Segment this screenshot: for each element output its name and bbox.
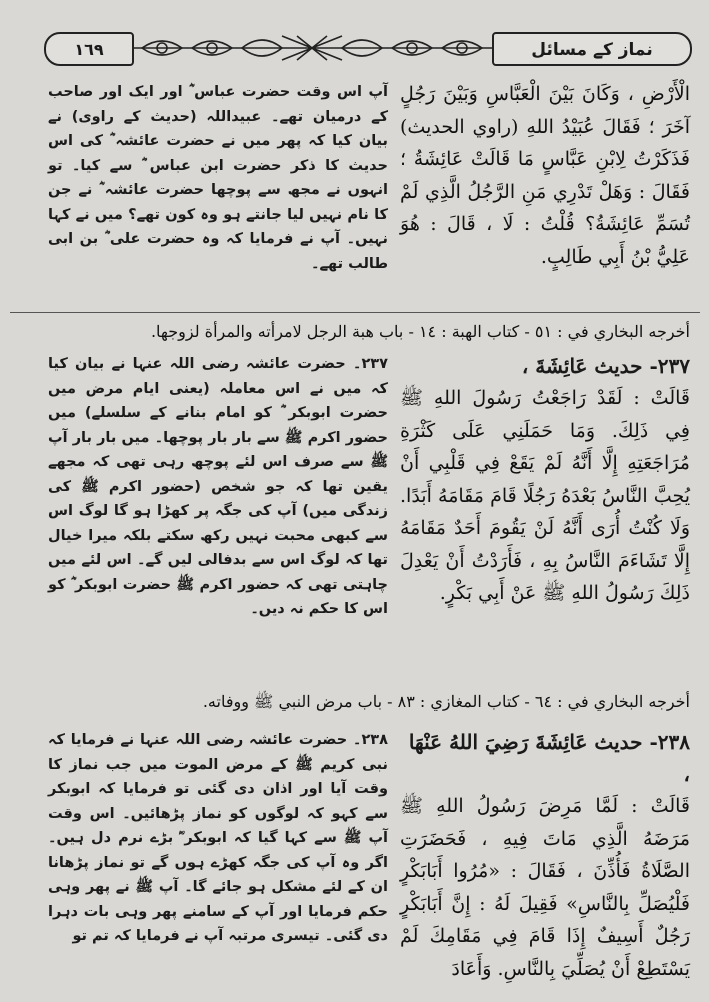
urdu-translation-238: ٢٣٨۔ حضرت عائشہ رضی اللہ عنہا نے فرمایا کہ نبی کریم ﷺ کے مرض الموت میں جب نماز کا وقت آیا اور اذان دی گئی تو فرمایا کہ ابوبکر سے کہو کہ لوگوں کو نماز پڑھائیں۔ اس وقت آپ ﷺ سے کہا گیا کہ ابوبکر ؓ بڑے نرم دل ہیں۔ اگر وہ آپ کی جگہ کھڑے ہوں گے تو نماز پڑھانا ان کے لئے مشکل ہو جائے گا۔ آپ ﷺ نے پھر وہی حکم فرمایا اور آپ کے سامنے پھر وہی بات دہرا دی گئی۔ تیسری مرتبہ آپ نے فرمایا کہ تم تو [48,732,388,944]
header-ornament-icon [132,30,492,66]
hadith-237-label: ٢٣٧- حديث عَائِشَةَ ، [521,354,690,378]
page-header [40,30,700,70]
reference-237: أخرجه البخاري في : ٦٤ - كتاب المغازي : ٨٣ - باب مرض النبي ﷺ ووفاته. [202,692,690,711]
arabic-text-237: قَالَتْ : لَقَدْ رَاجَعْتُ رَسُولَ اللهِ ﷺ فِي ذَلِكَ. وَمَا حَمَلَنِي عَلَى كَثْرَةِ مُرَاجَعَتِهِ إِلَّا أَنَّهُ لَمْ يَقَعْ فِي قَلْبِي أَنْ يُحِبَّ النَّاسُ بَعْدَهُ رَجُلًا قَامَ مَقَامَهُ أَبَدًا. وَلَا كُنْتُ أُرَى أَنَّهُ لَنْ يَقُومَ أَحَدٌ مَقَامَهُ إِلَّا تَشَاءَمَ النَّاسُ بِهِ ، فَأَرَدْتُ أَنْ يَعْدِلَ ذَلِكَ رَسُولُ اللهِ ﷺ عَنْ أَبِي بَكْرٍ. [400,387,690,604]
arabic-text-1: الْأَرْضِ ، وَكَانَ بَيْنَ الْعَبَّاسِ وَبَيْنَ رَجُلٍ آخَرَ ؛ فَقَالَ عُبَيْدُ اللهِ (راوي الحديث) فَذَكَرْتُ لِابْنِ عَبَّاسٍ مَا قَالَتْ عَائِشَةُ ؛ فَقَالَ : وَهَلْ تَدْرِي مَنِ الرَّجُلُ الَّذِي لَمْ تُسَمِّ عَائِشَةُ؟ قُلْتُ : لَا ، قَالَ : هُوَ عَلِيُّ بْنُ أَبِي طَالِبٍ. [400,83,690,268]
urdu-translation-237: ٢٣٧۔ حضرت عائشہ رضی اللہ عنہا نے بیان کیا کہ میں نے اس معاملہ (یعنی ایام مرض میں حضرت ابوبکر ؓ کو امام بنانے کے سلسلے) میں حضور اکرم ﷺ سے بار بار پوچھا۔ میں بار بار آپ ﷺ سے صرف اس لئے پوچھ رہی تھی کہ مجھے یقین تھا کہ جو شخص (حضور اکرم ﷺ کی زندگی میں) آپ کی جگہ پر کھڑا ہو گا لوگ اس سے کبھی محبت نہیں رکھ سکتے بلکہ میرا خیال تھا کہ لوگ اس سے بدفالی لیں گے۔ اس لئے میں چاہتی تھی کہ حضور اکرم ﷺ حضرت ابوبکر ؓ کو اس کا حکم نہ دیں۔ [48,356,388,617]
divider [10,312,700,313]
urdu-translation-1: آپ اس وقت حضرت عباس ؓ اور ایک اور صاحب کے درمیان تھے۔ عبیداللہ (حدیث کے راوی) نے بیان کیا کہ پھر میں نے حضرت عائشہ ؓ کی اس حدیث کا ذکر حضرت ابن عباس ؓ سے کیا۔ تو انہوں نے مجھ سے پوچھا حضرت عائشہ ؓ نے جن کا نام نہیں لیا جانتے ہو وہ کون تھے؟ میں نے کہا نہیں۔ آپ نے فرمایا کہ وہ حضرت علی ؓ بن ابی طالب تھے۔ [48,84,388,272]
hadith-238-block [400,726,690,996]
hadith-237-block [400,350,690,670]
arabic-text-238: قَالَتْ : لَمَّا مَرِضَ رَسُولُ اللهِ ﷺ مَرَضَهُ الَّذِي مَاتَ فِيهِ ، فَحَضَرَتِ الصَّلَاةُ فَأُذِّنَ ، فَقَالَ : «مُرُوا أَبَابَكْرٍ فَلْيُصَلِّ بِالنَّاسِ» فَقِيلَ لَهُ : إِنَّ أَبَابَكْرٍ رَجُلٌ أَسِيفٌ إِذَا قَامَ فِي مَقَامِكَ لَمْ يَسْتَطِعْ أَنْ يُصَلِّيَ بِالنَّاسِ. وَأَعَادَ [400,795,690,980]
reference-1: أخرجه البخاري في : ٥١ - كتاب الهبة : ١٤ - باب هبة الرجل لامرأته والمرأة لزوجها. [150,322,690,341]
chapter-title: نماز کے مسائل [492,32,692,66]
page-number: ١٦٩ [44,32,134,66]
hadith-238-label: ٢٣٨- حديث عَائِشَةَ رَضِيَ اللهُ عَنْهَا ، [408,730,690,786]
